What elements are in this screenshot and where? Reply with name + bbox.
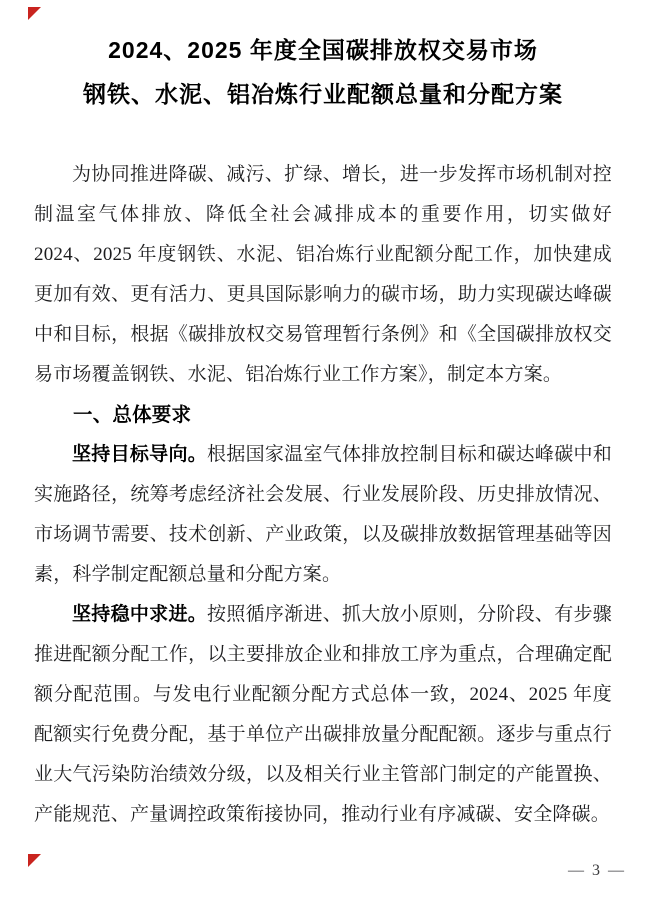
paragraph-goal-orientation-lead: 坚持目标导向。 bbox=[72, 444, 208, 465]
paragraph-goal-orientation-text: 根据国家温室气体排放控制目标和碳达峰碳中和实施路径，统筹考虑经济社会发展、行业发展阶段、历史排放情况、市场调节需要、技术创新、产业政策，以及碳排放数据管理基础等因素，科学制定配额总量和分配方案。 bbox=[34, 444, 613, 585]
document-title bbox=[0, 28, 646, 116]
paragraph-steady-progress bbox=[34, 595, 612, 835]
document-body bbox=[34, 155, 612, 835]
paragraph-steady-progress-text: 按照循序渐进、抓大放小原则，分阶段、有步骤推进配额分配工作，以主要排放企业和排放工序为重点，合理确定配额分配范围。与发电行业配额分配方式总体一致，2024、2025 年度配额实行免费分配，基于单位产出碳排放量分配配额。逐步与重点行业大气污染防治绩效分级，以及相关行业主管部门制定的产能置换、产能规范、产量调控政策衔接协同，推动行业有序减碳、安全降碳。 bbox=[34, 604, 613, 825]
red-corner-mark-top-icon bbox=[28, 7, 41, 20]
intro-paragraph: 为协同推进降碳、减污、扩绿、增长，进一步发挥市场机制对控制温室气体排放、降低全社会减排成本的重要作用，切实做好 2024、2025 年度钢铁、水泥、铝冶炼行业配额分配工作，加快建成更加有效、更有活力、更具国际影响力的碳市场，助力实现碳达峰碳中和目标，根据《碳排放权交易管理暂行条例》和《全国碳排放权交易市场覆盖钢铁、水泥、铝冶炼行业工作方案》，制定本方案。 bbox=[34, 164, 612, 385]
section-heading-overall-requirements: 一、总体要求 bbox=[73, 404, 192, 426]
paragraph-goal-orientation bbox=[34, 435, 612, 595]
paragraph-steady-progress-lead: 坚持稳中求进。 bbox=[72, 604, 208, 625]
document-title-line1: 2024、2025 年度全国碳排放权交易市场 bbox=[108, 37, 538, 63]
document-title-line2: 钢铁、水泥、铝冶炼行业配额总量和分配方案 bbox=[83, 81, 563, 107]
page-number: — 3 — bbox=[568, 862, 626, 879]
red-corner-mark-bottom-icon bbox=[28, 854, 41, 867]
